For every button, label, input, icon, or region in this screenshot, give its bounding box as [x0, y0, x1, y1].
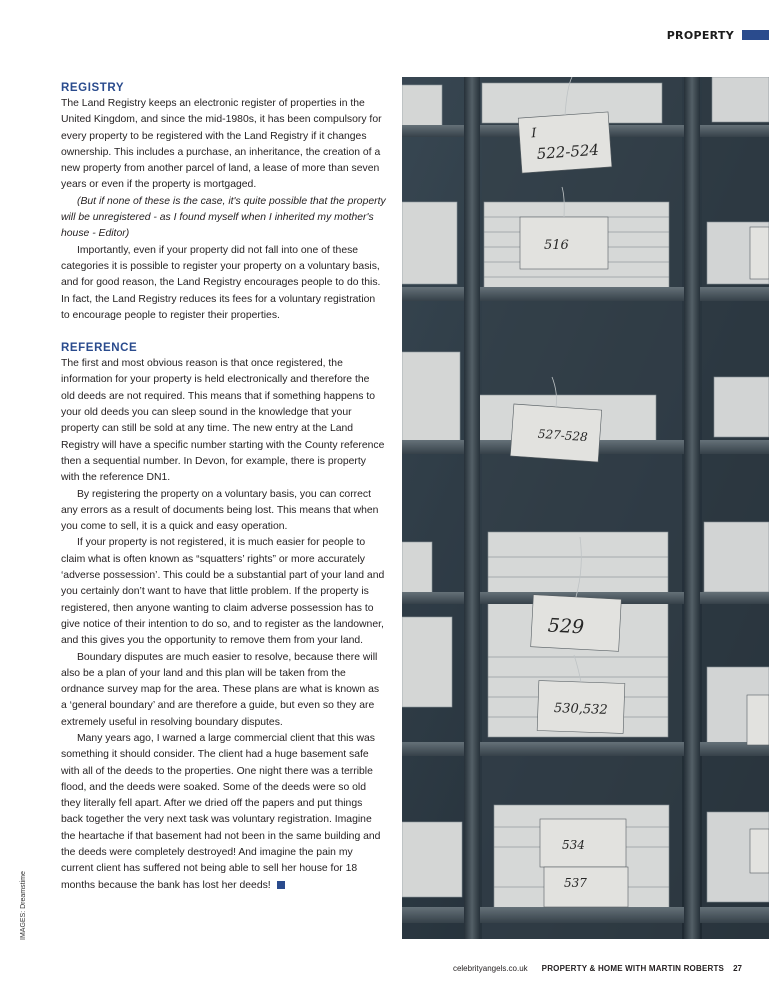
paragraph: The Land Registry keeps an electronic register of properties in the United Kingdom, and since the mid-1980s, it has been compulsory for every property to be registered with the Land Registry if it changes ownership. This includes a purchase, an inheritance, the creation of a new property from another parcel of land, a lease of more than seven years or even if the property is mortgaged. [61, 98, 382, 191]
section-tag-label: PROPERTY [666, 28, 734, 42]
paragraph: Boundary disputes are much easier to resolve, because there will also be a plan of your land and this plan will be taken from the ordnance survey map for the area. These plans are what is known as a ‘general boundary’ and are therefore a guide, but even so they are extremely useful in resolving boundary disputes. [61, 651, 380, 728]
page-footer [453, 964, 742, 973]
paragraph: Importantly, even if your property did not fall into one of these categories it is possible to register your property on a voluntary basis, and for good reason, the Land Registry encourages people to do this. In fact, the Land Registry reduces its fees for a voluntary registration to encourage people to register their properties. [61, 244, 381, 321]
paragraph: If your property is not registered, it is much easier for people to claim what is often known as “squatters’ rights” or more accurately ‘adverse possession’. This could be a substantial part of your land and you certainly don’t want to have that little problem. If the property is registered, then anyone wanting to claim adverse possession has to give notice of their intention to do so, and to register as the landowner, and this gives you the opportunity to remove them from your land. [61, 537, 385, 647]
photo-archive-shelves [402, 77, 769, 939]
article-column [61, 80, 386, 894]
section-tag-bar [742, 30, 769, 40]
image-credit: IMAGES: Dreamstime [20, 871, 27, 940]
photo-illustration [402, 77, 769, 939]
end-mark [277, 881, 285, 889]
heading-reference: REFERENCE [61, 342, 138, 355]
paragraph: The first and most obvious reason is that once registered, the information for your property is held electronically and therefore the old deeds are not required. This means that if something happens to your old deeds you can sleep sound in the knowledge that your property can still be sold at any time. The new entry at the Land Registry will have a specific number starting with the County reference then a sequential number. In Devon, for example, there is property with the reference DN1. [61, 358, 385, 484]
paragraph-last-text: Many years ago, I warned a large commercial client that this was something it should consider. The client had a huge basement safe with all of the deeds to the properties. One night there was a terrible flood, and the deeds were soaked. Some of the deeds were so old they literally fell apart. After we dried off the papers and put things back together the very next task was voluntary registration. Imagine the heartache if that basement had not been in the same building and the deeds were completely destroyed! And imagine the pain my current client has suffered not being able to sell her house for 18 months because the bank has lost her deeds! [61, 732, 381, 891]
tag-prefix: I [530, 125, 537, 142]
paragraph-last [61, 731, 386, 894]
tag-label-522-524: 522-524 [536, 140, 600, 163]
tag-label-537: 537 [564, 876, 587, 890]
tag-label-534: 534 [562, 838, 585, 852]
tag-label-527-528: 527-528 [537, 426, 589, 445]
editor-note: (But if none of these is the case, it's quite possible that the property will be unregistered - as I found myself when I inherited my mother's house - Editor) [61, 195, 386, 240]
tag-label-529: 529 [547, 614, 585, 639]
footer-magazine: PROPERTY & HOME WITH MARTIN ROBERTS [541, 964, 725, 973]
footer-site: celebrityangels.co.uk [452, 964, 528, 973]
heading-registry: REGISTRY [61, 82, 125, 94]
page-number: 27 [733, 964, 742, 973]
section-gap [61, 324, 386, 340]
paragraph: By registering the property on a voluntary basis, you can correct any errors as a result of documents being lost. This means that when you come to sell, it is a quick and easy operation. [61, 488, 379, 533]
tag-label-530-532: 530,532 [553, 701, 608, 718]
section-tag [667, 28, 769, 42]
tag-label-516: 516 [544, 238, 569, 253]
